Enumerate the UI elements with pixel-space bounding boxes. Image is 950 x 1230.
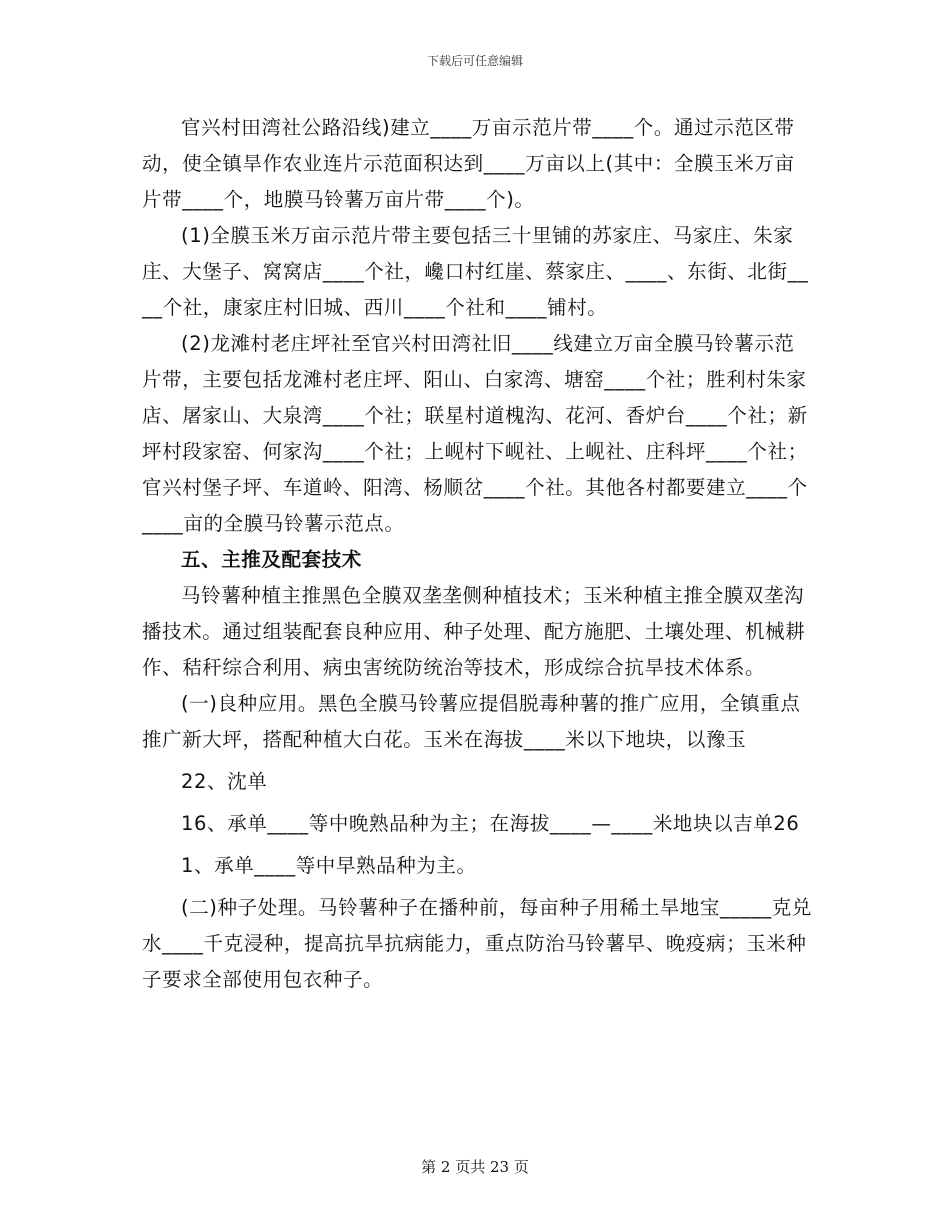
paragraph-fragment-1: 1、承单____等中早熟品种为主。 (181, 854, 477, 877)
paragraph-potato-belt: (2)龙滩村老庄坪社至官兴村田湾社旧____线建立万亩全膜马铃薯示范片带，主要包括龙滩村老庄坪、阳山、白家湾、塘窑____个社；胜利村朱家店、屠家山、大泉湾____个社；联星村道槐沟、花河、香炉台____个社；新坪村段家窑、何家沟____个社；上岘村下岘社、上岘社、庄科坪____个社；官兴村堡子坪、车道岭、阳湾、杨顺岔____个社。其他各村都要建立____个____亩的全膜马铃薯示范点。 (142, 332, 808, 535)
paragraph-seed-treatment: (二)种子处理。马铃薯种子在播种前，每亩种子用稀土旱地宝_____克兑水____千克浸种，提高抗旱抗病能力，重点防治马铃薯早、晚疫病；玉米种子要求全部使用包衣种子。 (142, 896, 812, 991)
page-header: 下载后可任意编辑 (426, 54, 523, 68)
paragraph-continuation: 官兴村田湾社公路沿线)建立____万亩示范片带____个。通过示范区带动，使全镇旱作农业连片示范面积达到____万亩以上(其中：全膜玉米万亩片带____个，地膜马铃薯万亩片带____个)。 (142, 116, 795, 211)
paragraph-corn-belt: (1)全膜玉米万亩示范片带主要包括三十里铺的苏家庄、马家庄、朱家庄、大堡子、窝窝店____个社，巉口村红崖、蔡家庄、____、东街、北街____个社，康家庄村旧城、西川____个社和____铺村。 (142, 224, 809, 319)
paragraph-seed-varieties: (一)良种应用。黑色全膜马铃薯应提倡脱毒种薯的推广应用，全镇重点推广新大坪，搭配种植大白花。玉米在海拔____米以下地块，以豫玉 (142, 692, 801, 751)
page-footer: 第 2 页共 23 页 (421, 1158, 529, 1176)
paragraph-fragment-22: 22、沈单 (181, 770, 268, 793)
document-body (142, 110, 812, 998)
paragraph-main-techniques: 马铃薯种植主推黑色全膜双垄垄侧种植技术；玉米种植主推全膜双垄沟播技术。通过组装配套良种应用、种子处理、配方施肥、土壤处理、机械耕作、秸秆综合利用、病虫害统防统治等技术，形成综合抗旱技术体系。 (142, 584, 806, 679)
paragraph-fragment-16: 16、承单____等中晚熟品种为主；在海拔____—____米地块以吉单26 (181, 812, 800, 835)
section-heading-techniques: 五、主推及配套技术 (181, 548, 362, 571)
